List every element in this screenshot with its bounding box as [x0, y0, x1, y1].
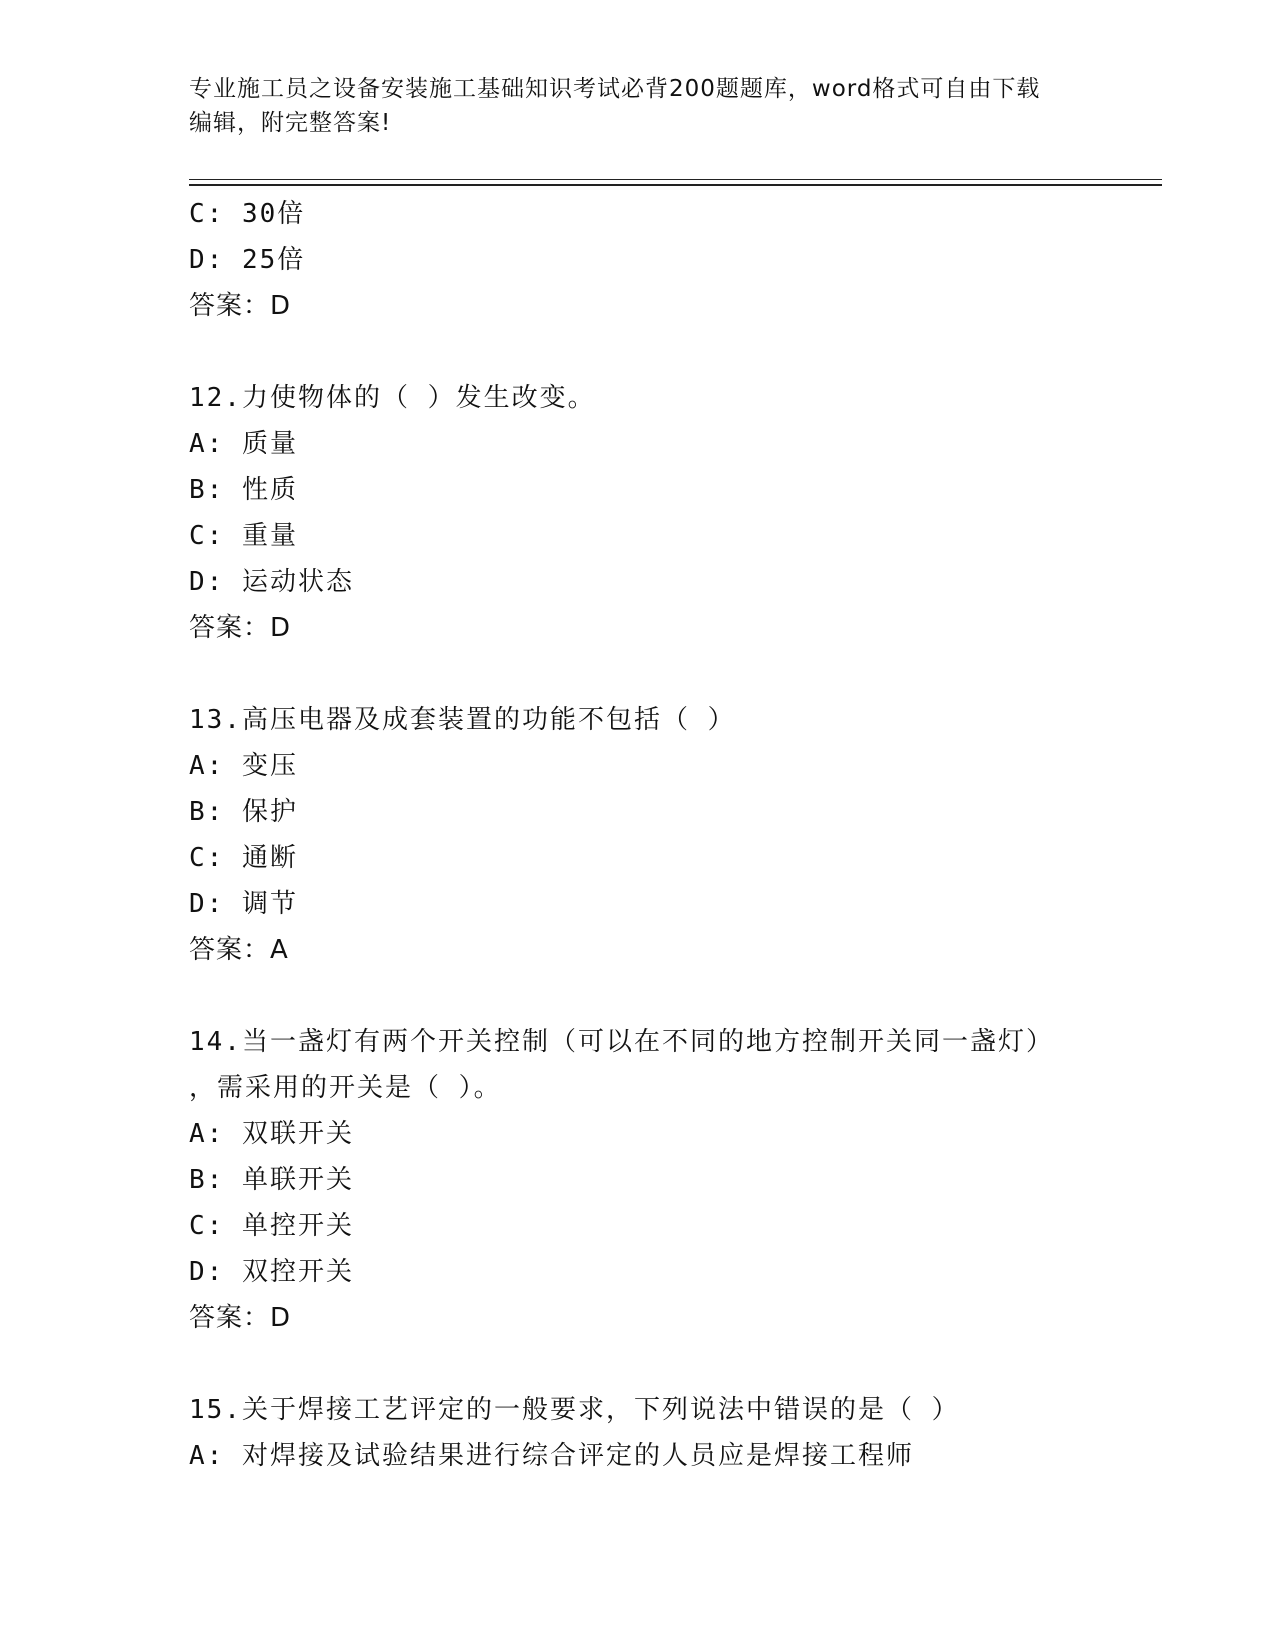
- answer: 答案：D: [189, 613, 292, 643]
- question-text: 14.当一盏灯有两个开关控制（可以在不同的地方控制开关同一盏灯）: [189, 1027, 1054, 1057]
- document-header: [189, 72, 1089, 140]
- header-line-2: 编辑，附完整答案!: [189, 110, 392, 136]
- option-c: C: 重量: [189, 521, 298, 551]
- option-b: B: 单联开关: [189, 1165, 354, 1195]
- option-c: C: 30倍: [189, 199, 306, 229]
- answer: 答案：A: [189, 935, 289, 965]
- question-12: [189, 375, 1149, 651]
- option-d: D: 调节: [189, 889, 298, 919]
- option-b: B: 性质: [189, 475, 298, 505]
- spacer: [189, 1341, 1149, 1387]
- option-a: A: 双联开关: [189, 1119, 354, 1149]
- spacer: [189, 973, 1149, 1019]
- option-a: A: 质量: [189, 429, 298, 459]
- option-c: C: 通断: [189, 843, 298, 873]
- option-c: C: 单控开关: [189, 1211, 354, 1241]
- option-d: D: 运动状态: [189, 567, 354, 597]
- header-rule-thick: [189, 184, 1162, 186]
- spacer: [189, 651, 1149, 697]
- answer: 答案：D: [189, 1303, 292, 1333]
- header-line-1: 专业施工员之设备安装施工基础知识考试必背200题题库，word格式可自由下载: [189, 76, 1041, 102]
- question-text-continued: ，需采用的开关是（ ）。: [189, 1073, 502, 1103]
- question-text: 12.力使物体的（ ）发生改变。: [189, 383, 596, 413]
- previous-question-tail: [189, 191, 1149, 329]
- question-13: [189, 697, 1149, 973]
- answer: 答案：D: [189, 291, 292, 321]
- option-b: B: 保护: [189, 797, 298, 827]
- document-body: [189, 191, 1149, 1479]
- option-d: D: 25倍: [189, 245, 306, 275]
- question-text: 15.关于焊接工艺评定的一般要求，下列说法中错误的是（ ）: [189, 1395, 960, 1425]
- question-15: [189, 1387, 1149, 1479]
- option-a: A: 变压: [189, 751, 298, 781]
- question-14: [189, 1019, 1149, 1341]
- question-text: 13.高压电器及成套装置的功能不包括（ ）: [189, 705, 736, 735]
- option-a: A: 对焊接及试验结果进行综合评定的人员应是焊接工程师: [189, 1441, 914, 1471]
- spacer: [189, 329, 1149, 375]
- option-d: D: 双控开关: [189, 1257, 354, 1287]
- header-rule-thin: [189, 179, 1162, 180]
